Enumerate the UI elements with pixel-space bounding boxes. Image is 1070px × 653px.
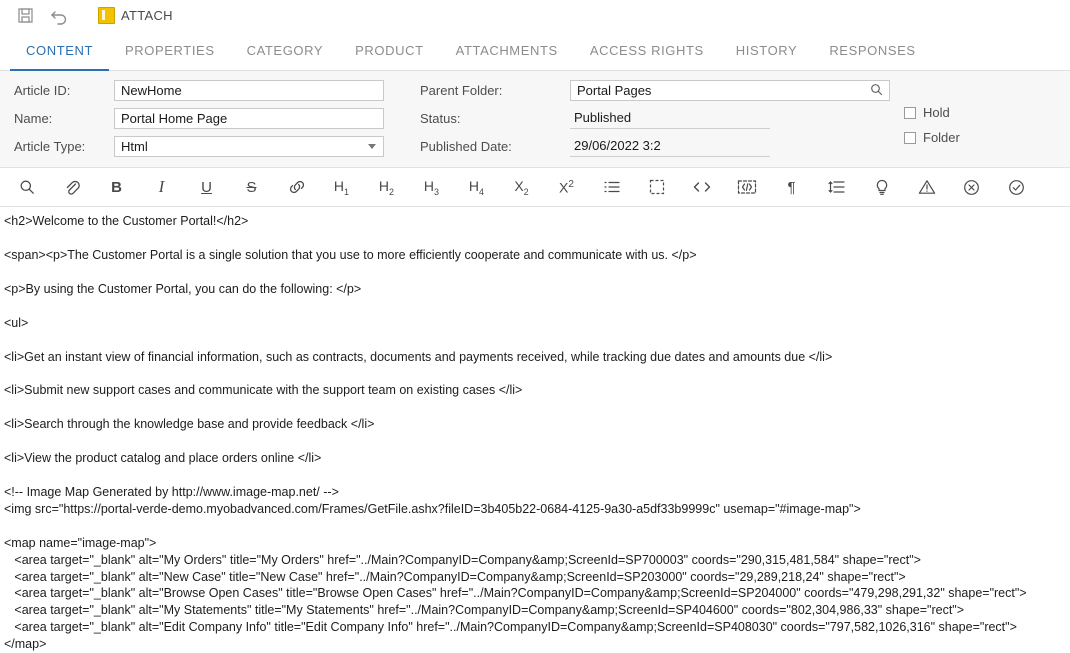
source-line-area: <area target="_blank" alt="Edit Company Info" title="Edit Company Info" href="../Main?CompanyID=Company&amp;ScreenId=SP408030" coords="797,582,1026,316" shape="rect"> [4, 620, 1017, 635]
bold-icon[interactable] [94, 170, 139, 204]
parent-folder-label: Parent Folder: [420, 82, 503, 98]
strikethrough-label: S [246, 178, 257, 196]
heading-4-icon[interactable] [454, 170, 499, 204]
embed-code-icon[interactable] [724, 170, 769, 204]
tab-bar [0, 30, 1070, 71]
tab-product-label: PRODUCT [355, 42, 424, 58]
tab-properties-label: PROPERTIES [125, 42, 215, 58]
tab-history[interactable] [720, 30, 814, 70]
source-line-area: <area target="_blank" alt="My Orders" title="My Orders" href="../Main?CompanyID=Company&amp;ScreenId=SP700003" coords="290,315,481,584" shape="rect"> [4, 552, 921, 567]
subscript-icon[interactable] [499, 170, 544, 204]
source-line-comment: <!-- Image Map Generated by http://www.image-map.net/ --> [4, 485, 339, 499]
checkbox-box [904, 107, 916, 119]
name-input[interactable] [114, 108, 384, 129]
heading-4-label: $H_4$ [468, 177, 485, 197]
name-label: Name: [14, 110, 53, 126]
article-type-label: Article Type: [14, 138, 86, 154]
tab-responses[interactable] [813, 30, 931, 70]
editor-toolbar [0, 168, 1070, 207]
undo-icon[interactable] [42, 2, 76, 28]
save-icon[interactable] [8, 2, 42, 28]
folder-label: Folder [923, 130, 960, 145]
strikethrough-icon[interactable] [229, 170, 274, 204]
bold-label: B [111, 178, 122, 196]
source-line: <span><p>The Customer Portal is a single solution that you use to more efficiently cooperate and communicate with us. </p> [4, 247, 697, 262]
parent-folder-input[interactable] [570, 80, 890, 101]
attach-button-label: ATTACH [121, 7, 173, 23]
tab-category-label: CATEGORY [246, 42, 324, 58]
heading-2-label: $H_2$ [378, 177, 395, 197]
tab-content-label: CONTENT [26, 42, 94, 58]
checkbox-box [904, 132, 916, 144]
success-icon[interactable] [994, 170, 1039, 204]
tab-history-label: HISTORY [735, 42, 798, 58]
article-type-select-wrap [114, 136, 384, 157]
article-id-row [14, 79, 384, 101]
line-height-icon[interactable] [814, 170, 859, 204]
heading-3-icon[interactable] [409, 170, 454, 204]
article-source-editor[interactable] [0, 207, 1070, 653]
heading-1-icon[interactable] [319, 170, 364, 204]
superscript-icon[interactable] [544, 170, 589, 204]
heading-1-label: $H_1$ [333, 177, 350, 197]
parent-folder-row [420, 79, 890, 101]
tab-access-rights-label: ACCESS RIGHTS [589, 42, 704, 58]
published-date-value [570, 136, 770, 157]
attach-button[interactable] [90, 2, 181, 28]
tab-responses-label: RESPONSES [829, 42, 916, 58]
attach-icon [98, 7, 115, 24]
underline-icon[interactable] [184, 170, 229, 204]
form-column-left [0, 79, 384, 157]
name-row [14, 107, 384, 129]
article-id-input[interactable] [114, 80, 384, 101]
status-row [420, 107, 890, 129]
source-line-area: <area target="_blank" alt="Browse Open Cases" title="Browse Open Cases" href="../Main?CompanyID=Company&amp;ScreenId=SP204000" coords="479,298,291,32" shape="rect"> [4, 586, 1027, 601]
underline-label: U [201, 178, 212, 196]
source-line: <li>View the product catalog and place orders online </li> [4, 451, 322, 466]
tab-content[interactable] [10, 30, 109, 70]
error-icon[interactable] [949, 170, 994, 204]
tab-product[interactable] [339, 30, 439, 70]
search-icon[interactable] [4, 170, 49, 204]
article-type-row [14, 135, 384, 157]
paperclip-icon[interactable] [49, 170, 94, 204]
heading-3-label: $H_3$ [423, 177, 440, 197]
source-line-map-close: </map> [4, 637, 47, 651]
published-date-label: Published Date: [420, 138, 512, 154]
italic-label: I [158, 177, 165, 196]
command-bar [0, 0, 1070, 30]
warning-icon[interactable] [904, 170, 949, 204]
status-value [570, 108, 770, 129]
form-column-checkboxes [890, 79, 1044, 157]
source-line-area: <area target="_blank" alt="My Statements" title="My Statements" href="../Main?CompanyID=Company&amp;ScreenId=SP404600" coords="802,304,986,33" shape="rect"> [4, 603, 965, 618]
tab-properties[interactable] [109, 30, 231, 70]
folder-checkbox[interactable] [904, 130, 1044, 145]
bulleted-list-icon[interactable] [589, 170, 634, 204]
paragraph-label: ¶ [787, 178, 796, 196]
superscript-label: $X^2$ [559, 178, 574, 196]
link-icon[interactable] [274, 170, 319, 204]
source-line: <li>Submit new support cases and communicate with the support team on existing cases </li> [4, 383, 523, 398]
source-line: <p>By using the Customer Portal, you can do the following: </p> [4, 281, 362, 296]
tab-attachments[interactable] [440, 30, 574, 70]
source-line: <li>Get an instant view of financial information, such as contracts, documents and payments received, while tracking due dates and amounts due </li> [4, 349, 833, 364]
tab-access-rights[interactable] [574, 30, 720, 70]
source-code-icon[interactable] [679, 170, 724, 204]
source-line-img: <img src="https://portal-verde-demo.myobadvanced.com/Frames/GetFile.ashx?fileID=3b405b22-0684-4125-9a30-a5df33b9999c" usemap="#image-map"> [4, 501, 861, 516]
form-column-right [384, 79, 890, 157]
insert-table-icon[interactable] [634, 170, 679, 204]
source-line-map-open: <map name="image-map"> [4, 535, 157, 550]
italic-icon[interactable] [139, 170, 184, 204]
hold-checkbox[interactable] [904, 105, 1044, 120]
paragraph-icon[interactable] [769, 170, 814, 204]
subscript-label: $X_2$ [514, 177, 529, 197]
hold-label: Hold [923, 105, 950, 120]
article-header-form [0, 71, 1070, 168]
tab-attachments-label: ATTACHMENTS [455, 42, 558, 58]
status-label: Status: [420, 110, 461, 126]
source-line: <ul> [4, 315, 29, 330]
parent-folder-select-wrap [570, 80, 890, 101]
article-id-label: Article ID: [14, 82, 71, 98]
source-line-area: <area target="_blank" alt="New Case" title="New Case" href="../Main?CompanyID=Company&amp;ScreenId=SP203000" coords="29,289,218,24" shape="rect"> [4, 569, 906, 584]
source-line: <li>Search through the knowledge base and provide feedback </li> [4, 417, 375, 432]
source-line: <h2>Welcome to the Customer Portal!</h2> [4, 214, 249, 228]
tab-category[interactable] [231, 30, 340, 70]
heading-2-icon[interactable] [364, 170, 409, 204]
published-date-row [420, 135, 890, 157]
article-type-select[interactable] [114, 136, 384, 157]
hint-icon[interactable] [859, 170, 904, 204]
